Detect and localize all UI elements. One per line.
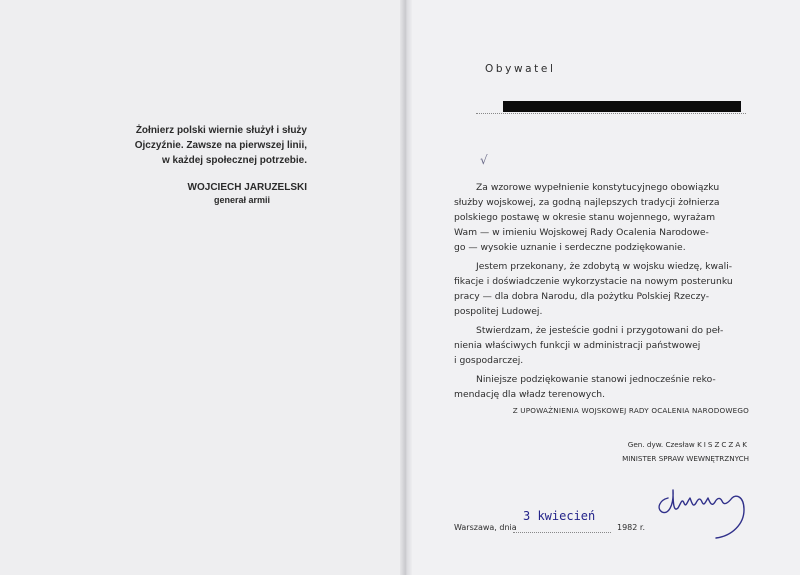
minister-title: MINISTER SPRAW WEWNĘTRZNYCH [622, 454, 749, 463]
text-line: pracy — dla dobra Narodu, dla pożytku Polskiej Rzeczy- [454, 291, 710, 302]
text-line: Jestem przekonany, że zdobytą w wojsku wiedzę, kwali- [476, 261, 733, 272]
redacted-name-bar [503, 101, 741, 112]
signatory-name: WOJCIECH JARUZELSKI [187, 182, 307, 193]
paragraph-4 [454, 372, 749, 402]
letter-body [454, 180, 749, 406]
text-line: Za wzorowe wypełnienie konstytucyjnego obowiązku [476, 182, 720, 193]
signature-icon [646, 470, 754, 540]
paragraph-1 [454, 180, 749, 255]
signatory-title: generał armii [213, 195, 270, 205]
place-label: Warszawa, dnia [454, 523, 517, 532]
date-dotted-line [513, 532, 611, 533]
paragraph-3 [454, 323, 749, 368]
text-line: Niniejsze podziękowanie stanowi jednocześnie reko- [476, 374, 716, 385]
text-line: służby wojskowej, za godną najlepszych tradycji żołnierza [454, 197, 720, 208]
page-fold [400, 0, 412, 575]
text-line: nienia właściwych funkcji w administracji państwowej [454, 340, 701, 351]
year-label: 1982 r. [617, 523, 645, 532]
text-line: fikacje i doświadczenie wykorzystacie na nowym posterunku [454, 276, 733, 287]
check-mark: √ [480, 153, 488, 167]
paragraph-2 [454, 259, 749, 319]
general-surname: KISZCZAK [697, 440, 749, 449]
authority-line: Z UPOWAŻNIENIA WOJSKOWEJ RADY OCALENIA NARODOWEGO [512, 406, 749, 415]
general-prefix: Gen. dyw. Czesław [627, 440, 695, 449]
quote-line: Ojczyźnie. Zawsze na pierwszej linii, [134, 140, 307, 151]
typed-date: 3 kwiecień [523, 509, 596, 523]
quote-block [95, 123, 307, 168]
salutation: Obywatel [485, 63, 556, 75]
quote-line: w każdej społecznej potrzebie. [161, 155, 307, 166]
text-line: i gospodarczej. [454, 355, 524, 366]
text-line: go — wysokie uznanie i serdeczne podziękowanie. [454, 242, 686, 253]
text-line: mendację dla władz terenowych. [454, 389, 606, 400]
text-line: polskiego postawę w okresie stanu wojennego, wyrażam [454, 212, 716, 223]
text-line: Stwierdzam, że jesteście godni i przygotowani do peł- [476, 325, 724, 336]
text-line: Wam — w imieniu Wojskowej Rady Ocalenia Narodowe- [454, 227, 709, 238]
general-line [560, 440, 749, 449]
quote-line: Żołnierz polski wiernie służył i służy [135, 125, 307, 136]
name-dotted-line [476, 113, 746, 114]
text-line: pospolitej Ludowej. [454, 306, 543, 317]
